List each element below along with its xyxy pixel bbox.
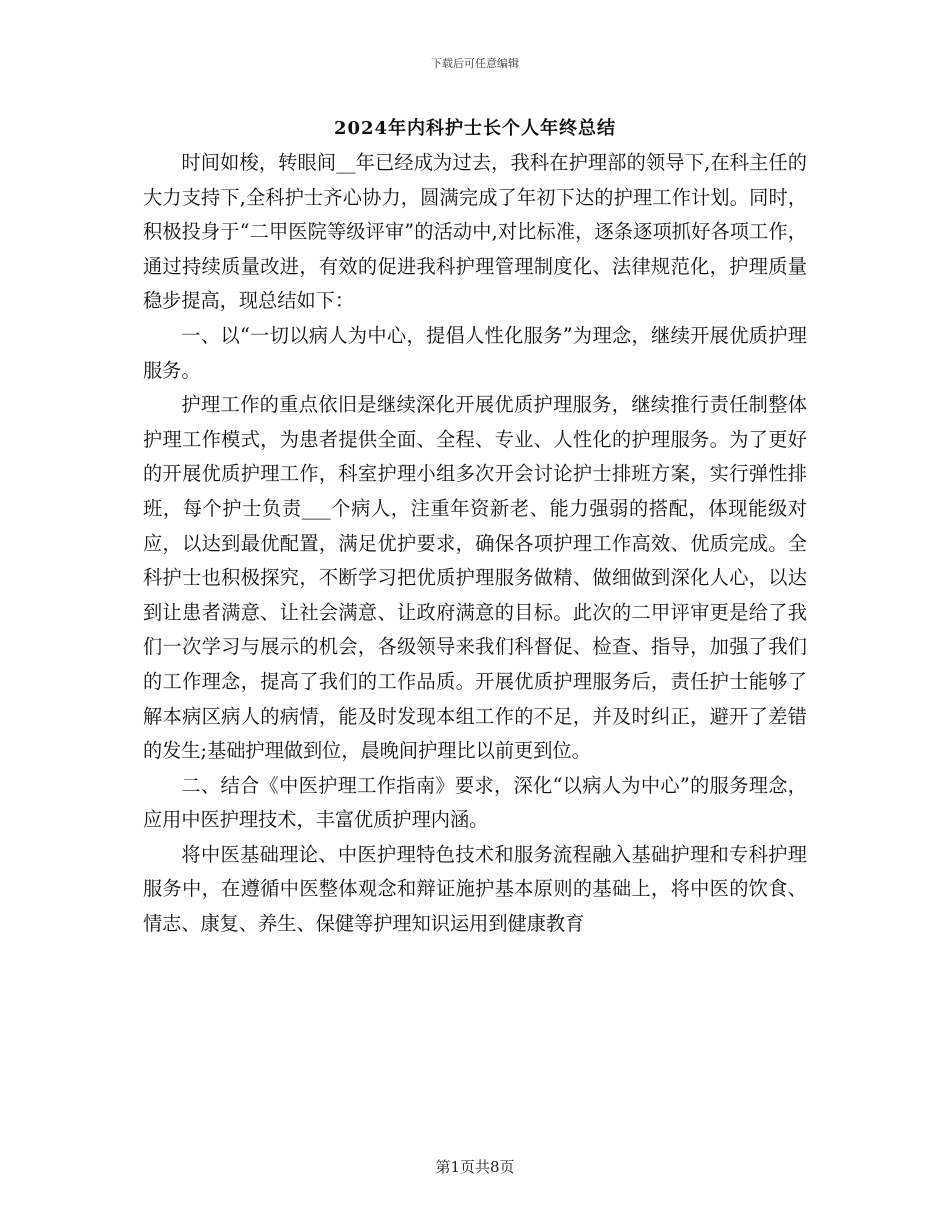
document-title: 2024年内科护士长个人年终总结 bbox=[333, 118, 617, 139]
page-number: 第1页共8页 bbox=[435, 1158, 515, 1176]
paragraph-section-2-body: 将中医基础理论、中医护理特色技术和服务流程融入基础护理和专科护理服务中，在遵循中医整体观念和辩证施护基本原则的基础上，将中医的饮食、情志、康复、养生、保健等护理知识运用到健康教育 bbox=[143, 842, 807, 936]
paragraph-section-2-heading: 二、结合《中医护理工作指南》要求，深化“以病人为中心”的服务理念，应用中医护理技术，丰富优质护理内涵。 bbox=[143, 773, 807, 832]
paragraph-intro: 时间如梭，转眼间__年已经成为过去，我科在护理部的领导下,在科主任的大力支持下,全科护士齐心协力，圆满完成了年初下达的护理工作计划。同时，积极投身于“二甲医院等级评审”的活动中,对比标准，逐条逐项抓好各项工作，通过持续质量改进，有效的促进我科护理管理制度化、法律规范化，护理质量稳步提高，现总结如下： bbox=[143, 151, 807, 313]
document-body bbox=[143, 146, 807, 942]
paragraph-section-1-heading: 一、以“一切以病人为中心，提倡人性化服务”为理念，继续开展优质护理服务。 bbox=[143, 323, 807, 382]
header-note: 下载后可任意编辑 bbox=[431, 57, 519, 70]
paragraph-section-1-body: 护理工作的重点依旧是继续深化开展优质护理服务，继续推行责任制整体护理工作模式，为患者提供全面、全程、专业、人性化的护理服务。为了更好的开展优质护理工作，科室护理小组多次开会讨论护士排班方案，实行弹性排班，每个护士负责___个病人，注重年资新老、能力强弱的搭配，体现能级对应，以达到最优配置，满足优护要求，确保各项护理工作高效、优质完成。全科护士也积极探究，不断学习把优质护理服务做精、做细做到深化人心，以达到让患者满意、让社会满意、让政府满意的目标。此次的二甲评审更是给了我们一次学习与展示的机会，各级领导来我们科督促、检查、指导，加强了我们的工作理念，提高了我们的工作品质。开展优质护理服务后，责任护士能够了解本病区病人的病情，能及时发现本组工作的不足，并及时纠正，避开了差错的发生;基础护理做到位，晨晚间护理比以前更到位。 bbox=[143, 393, 807, 763]
